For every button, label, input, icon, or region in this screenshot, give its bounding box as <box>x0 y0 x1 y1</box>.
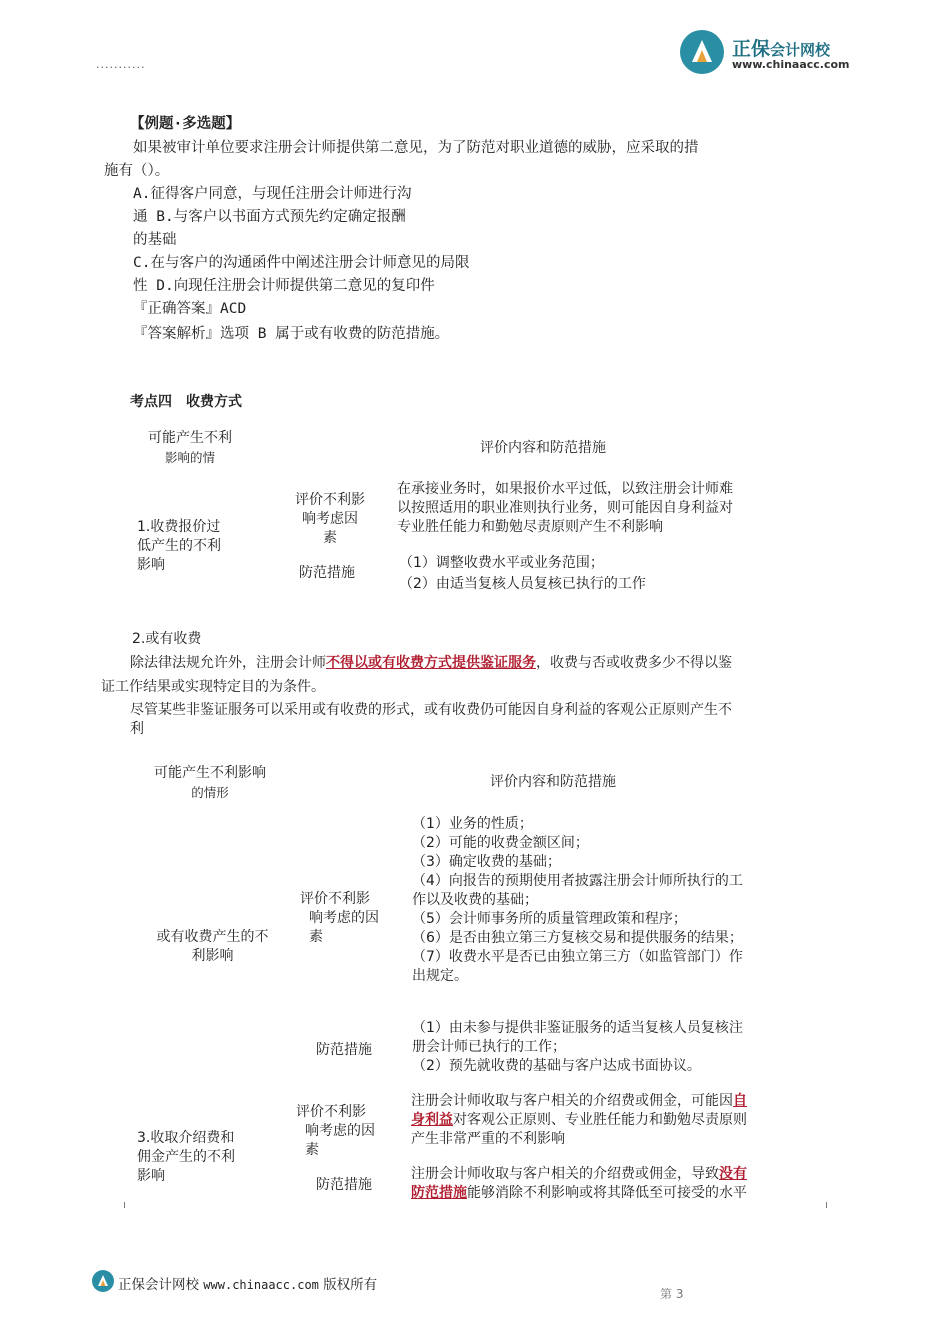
table2-eval-item: 作以及收费的基础； <box>412 892 538 908</box>
table2-head-col1 <box>135 764 285 802</box>
table3-eval-label-line2: 响考虑的因 <box>305 1123 375 1139</box>
contingent-para2-line2: 利 <box>130 721 144 737</box>
table2-eval-label-line2: 响考虑的因 <box>309 910 379 926</box>
table2-prevent-item: （1）由未参与提供非鉴证服务的适当复核人员复核注 <box>412 1020 743 1036</box>
option-line-4: C.在与客户的沟通函件中阐述注册会计师意见的局限 <box>133 255 470 271</box>
option-line-1: A.征得客户同意，与现任注册会计师进行沟 <box>133 186 412 202</box>
table2-prevent-item: 册会计师已执行的工作； <box>412 1039 566 1055</box>
table2-prevent-item: （2）预先就收费的基础与客户达成书面协议。 <box>412 1058 701 1074</box>
table1-prevent-label: 防范措施 <box>299 565 355 581</box>
table2-eval-list <box>412 815 743 986</box>
footer-url[interactable]: www.chinaacc.com <box>203 1278 319 1292</box>
table2-prevent-list <box>412 1019 743 1076</box>
table3-row-label-line1: 3.收取介绍费和 <box>137 1130 235 1146</box>
table3-eval-l2-post: 对客观公正原则、专业胜任能力和勤勉尽责原则 <box>453 1112 747 1128</box>
table1-head-col1 <box>130 429 250 467</box>
table3-eval-l2-highlight: 身利益 <box>411 1112 453 1128</box>
table2-row-label <box>140 928 285 966</box>
table1-eval-line1: 在承接业务时，如果报价水平过低，以致注册会计师难 <box>397 481 733 497</box>
question-line-2: 施有（）。 <box>104 163 170 179</box>
brand-url[interactable]: www.chinaacc.com <box>732 58 850 71</box>
table2-eval-label-line3: 素 <box>309 929 323 945</box>
page-number: 第 3 <box>660 1287 684 1301</box>
table2-eval-item: （5）会计师事务所的质量管理政策和程序； <box>412 911 687 927</box>
brand-main: 正保 <box>732 38 771 60</box>
page-tick-left <box>124 1202 125 1208</box>
table1-eval-content <box>397 480 733 537</box>
option-line-5: 性 D.向现任注册会计师提供第二意见的复印件 <box>133 278 435 294</box>
brand-sub: 会计网校 <box>770 41 831 59</box>
table1-row-label <box>137 518 221 575</box>
table1-prevent-line1: （1）调整收费水平或业务范围； <box>399 555 604 571</box>
table3-eval-l3: 产生非常严重的不利影响 <box>411 1131 565 1147</box>
table2-eval-item: （1）业务的性质； <box>412 816 533 832</box>
table1-row-label-line3: 影响 <box>137 557 165 573</box>
brand-name <box>732 34 830 61</box>
table2-eval-item: （3）确定收费的基础； <box>412 854 561 870</box>
table2-eval-item: （2）可能的收费金额区间； <box>412 835 589 851</box>
section-heading-clip <box>130 394 242 410</box>
table1-eval-line3: 专业胜任能力和勤勉尽责原则产生不利影响 <box>397 519 663 535</box>
table1-eval-label-line1: 评价不利影 <box>295 492 365 508</box>
contingent-para2-line1: 尽管某些非鉴证服务可以采用或有收费的形式，或有收费仍可能因自身利益的客观公正原则产生不 <box>130 702 732 718</box>
table2-prevent-label: 防范措施 <box>316 1042 372 1058</box>
contingent-para1-pre: 除法律法规允许外，注册会计师 <box>130 655 326 671</box>
header-smudge-text: ........... <box>96 58 146 71</box>
table3-eval-label-line3: 素 <box>305 1142 319 1158</box>
table1-head-col2: 评价内容和防范措施 <box>480 440 606 456</box>
table2-head-col2: 评价内容和防范措施 <box>490 774 616 790</box>
table1-prevent-clip <box>399 553 819 592</box>
table1-eval-label-line2: 响考虑因 <box>302 511 358 527</box>
table3-prevent-label: 防范措施 <box>316 1177 372 1193</box>
answer-text: 『正确答案』ACD <box>133 301 247 317</box>
table3-prev-l1-highlight: 没有 <box>719 1166 747 1182</box>
section-heading: 考点四 收费方式 <box>130 394 242 410</box>
page-number-clip <box>660 1287 684 1301</box>
table3-prev-l1-pre: 注册会计师收取与客户相关的介绍费或佣金，导致 <box>411 1166 719 1182</box>
table1-head-col1-line1: 可能产生不利 <box>148 430 232 446</box>
table1-prevent-line2: （2）由适当复核人员复核已执行的工作 <box>399 576 646 592</box>
contingent-para1-line2: 证工作结果或实现特定目的为条件。 <box>101 679 325 695</box>
table1-row-label-line2: 低产生的不利 <box>137 538 221 554</box>
table2-head-col1-line1: 可能产生不利影响 <box>154 765 266 781</box>
question-line-1: 如果被审计单位要求注册会计师提供第二意见，为了防范对职业道德的威胁，应采取的措 <box>133 140 699 156</box>
table3-prev-l2-post: 能够消除不利影响或将其降低至可接受的水平 <box>467 1185 747 1201</box>
table2-eval-label-line1: 评价不利影 <box>300 891 370 907</box>
table2-row-label-line2: 利影响 <box>191 948 234 964</box>
footer-logo-icon <box>92 1270 114 1292</box>
table3-row-label <box>137 1129 235 1186</box>
table2-eval-item: （6）是否由独立第三方复核交易和提供服务的结果； <box>412 930 743 946</box>
table3-eval-label <box>296 1103 400 1158</box>
table3-eval-content <box>411 1092 747 1149</box>
option-line-2: 通 B.与客户以书面方式预先约定确定报酬 <box>133 209 406 225</box>
option-line-3: 的基础 <box>133 232 177 248</box>
page-tick-right <box>826 1202 827 1208</box>
contingent-para1-post: ，收费与否或收费多少不得以鉴 <box>536 655 732 671</box>
table1-eval-label-line3: 素 <box>323 530 337 546</box>
table2-eval-item: （7）收费水平是否已由独立第三方（如监管部门）作 <box>412 949 743 965</box>
chinaacc-logo-icon <box>680 30 724 74</box>
table3-row-label-line3: 影响 <box>137 1168 165 1184</box>
table3-eval-l1-highlight: 自 <box>733 1093 747 1109</box>
example-tag: 【例题·多选题】 <box>130 116 241 132</box>
table3-row-label-line2: 佣金产生的不利 <box>137 1149 235 1165</box>
table2-eval-item: 出规定。 <box>412 968 468 984</box>
table1-eval-label <box>280 491 380 546</box>
table2-head-col1-line2: 的情形 <box>191 785 229 800</box>
table3-prevent-clip <box>411 1165 821 1201</box>
table3-eval-label-line1: 评价不利影 <box>296 1104 366 1120</box>
table3-prev-l2-highlight: 防范措施 <box>411 1185 467 1201</box>
footer-text <box>118 1273 377 1293</box>
contingent-heading: 2.或有收费 <box>132 631 202 647</box>
table1-row-label-line1: 1.收费报价过 <box>137 519 221 535</box>
table2-eval-item: （4）向报告的预期使用者披露注册会计师所执行的工 <box>412 873 743 889</box>
table1-head-col1-line2: 影响的情 <box>164 450 215 465</box>
footer-brand: 正保会计网校 <box>118 1277 199 1293</box>
table1-eval-line2: 以按照适用的职业准则执行业务，则可能因自身利益对 <box>397 500 733 516</box>
contingent-para1-highlight: 不得以或有收费方式提供鉴证服务 <box>326 655 536 671</box>
table2-row-label-line1: 或有收费产生的不 <box>156 929 269 945</box>
table2-eval-label <box>300 890 379 947</box>
footer-rights: 版权所有 <box>323 1277 378 1293</box>
contingent-para1 <box>130 654 732 673</box>
analysis-text: 『答案解析』选项 B 属于或有收费的防范措施。 <box>133 326 450 342</box>
table3-eval-l1-pre: 注册会计师收取与客户相关的介绍费或佣金，可能因 <box>411 1093 733 1109</box>
